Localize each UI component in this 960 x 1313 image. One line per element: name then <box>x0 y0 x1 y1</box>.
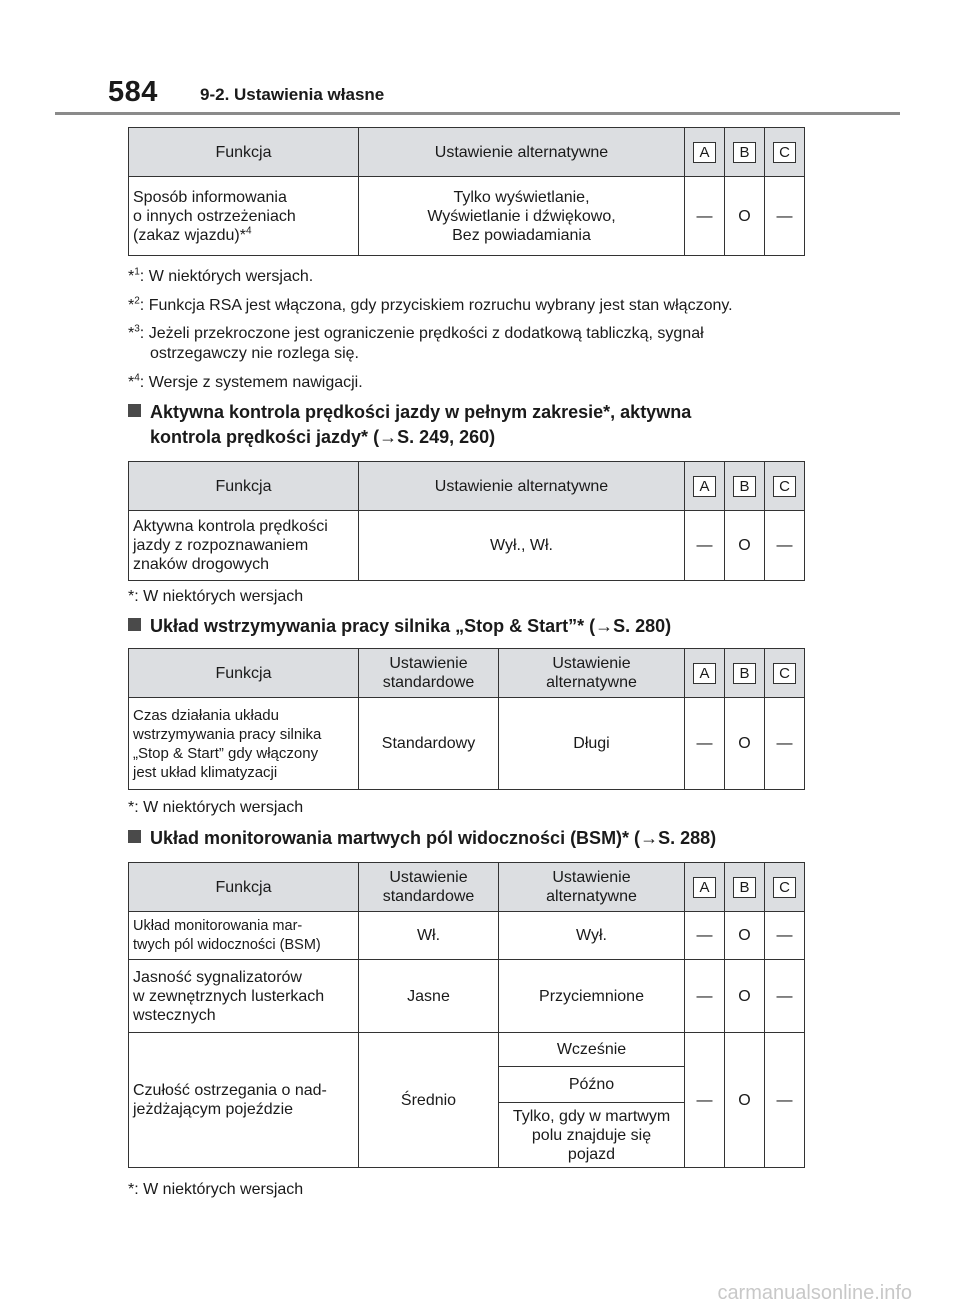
subsection-heading-bsm <box>128 826 828 851</box>
letter-b-box: B <box>733 476 756 497</box>
letter-c-box: C <box>773 663 796 684</box>
footnote-sup: 2 <box>134 295 140 307</box>
footnote-text: : Wersje z systemem nawigacji. <box>139 374 363 391</box>
header-line: standardowe <box>382 888 475 905</box>
func-line: „Stop & Start” gdy włączony <box>133 744 319 762</box>
header-line: alternatywne <box>546 674 637 691</box>
cell-alternative: Przyciemnione <box>499 960 685 1033</box>
footnote-sup: 1 <box>134 266 140 278</box>
alt-line: pojazd <box>567 1145 616 1163</box>
alt-line: polu znajduje się <box>531 1126 652 1144</box>
cell-b: O <box>725 698 765 790</box>
footnote-sup: 4 <box>134 372 140 384</box>
alt-line: Tylko, gdy w martwym <box>512 1107 671 1125</box>
header-line: Ustawienie <box>389 869 468 886</box>
footnote-2 <box>128 296 733 316</box>
header-line: Ustawienie <box>389 655 468 672</box>
cell-standard: Standardowy <box>359 698 499 790</box>
cell-a: — <box>685 912 725 960</box>
header-c <box>765 128 805 177</box>
footnote-text: : Jeżeli przekroczone jest ograniczenie prędkości z dodatkową tabliczką, sygnał <box>139 325 704 342</box>
page-ref-link[interactable]: S. 249, 260) <box>397 427 496 447</box>
cell-b: O <box>725 177 765 256</box>
letter-c-box: C <box>773 476 796 497</box>
header-function: Funkcja <box>129 128 359 177</box>
letter-b-box: B <box>733 663 756 684</box>
func-line: Czas działania układu <box>133 706 279 724</box>
func-line: jazdy z rozpoznawaniem <box>133 537 309 554</box>
func-line: Jasność sygnalizatorów <box>133 968 302 986</box>
table-other-warnings <box>128 127 805 256</box>
header-standard <box>359 863 499 912</box>
header-line: alternatywne <box>546 888 637 905</box>
cell-alternative: Wył. <box>499 912 685 960</box>
func-line: Układ monitorowania mar- <box>133 917 303 934</box>
func-line: Sposób informowania <box>133 188 287 206</box>
footnote-text: : W niektórych wersjach. <box>139 268 314 285</box>
header-alternative <box>499 863 685 912</box>
footnote-ref: 4 <box>245 225 252 237</box>
header-line: Ustawienie <box>552 655 631 672</box>
alt-line: Wyświetlanie i dźwiękowo, <box>427 207 616 225</box>
footnote-mark: * <box>128 297 135 314</box>
letter-a-box: A <box>693 877 716 898</box>
subsection-heading-acc <box>128 400 828 450</box>
func-line: w zewnętrznych lusterkach <box>133 987 325 1005</box>
cell-b: O <box>725 912 765 960</box>
cell-alternative: Wcześnie <box>499 1033 685 1067</box>
letter-c-box: C <box>773 877 796 898</box>
header-line: standardowe <box>382 674 475 691</box>
func-line: Czułość ostrzegania o nad- <box>133 1082 327 1099</box>
letter-a-box: A <box>693 142 716 163</box>
footnote-3 <box>128 324 704 364</box>
heading-text: Układ monitorowania martwych pól widoczności (BSM)* ( <box>150 828 641 848</box>
cell-alternative: Późno <box>499 1067 685 1103</box>
func-line: jeżdżającym pojeździe <box>133 1101 294 1118</box>
footnote-versions: *: W niektórych wersjach <box>128 1181 304 1198</box>
letter-b-box: B <box>733 877 756 898</box>
cell-standard: Jasne <box>359 960 499 1033</box>
cell-function <box>129 511 359 581</box>
footnote-4 <box>128 373 363 393</box>
header-alternative <box>499 649 685 698</box>
letter-b-box: B <box>733 142 756 163</box>
cell-function <box>129 912 359 960</box>
cell-alternative: Długi <box>499 698 685 790</box>
arrow-icon: → <box>379 427 398 447</box>
alt-line: Bez powiadamiania <box>452 226 591 244</box>
arrow-icon: → <box>595 616 614 636</box>
header-function: Funkcja <box>129 462 359 511</box>
cell-alternative <box>499 1103 685 1168</box>
bullet-square-icon <box>128 618 141 631</box>
func-line: wstrzymywania pracy silnika <box>133 725 322 743</box>
heading-text: Aktywna kontrola prędkości jazdy w pełnym zakresie*, aktywna <box>150 402 692 422</box>
header-standard <box>359 649 499 698</box>
cell-a: — <box>685 698 725 790</box>
header-function: Funkcja <box>129 863 359 912</box>
heading-text: kontrola prędkości jazdy* ( <box>150 427 380 447</box>
cell-function <box>129 1033 359 1168</box>
cell-c: — <box>765 698 805 790</box>
func-line: twych pól widoczności (BSM) <box>133 936 321 953</box>
func-line: o innych ostrzeżeniach <box>133 207 296 225</box>
table-stop-start <box>128 648 805 790</box>
cell-a: — <box>685 177 725 256</box>
header-b <box>725 128 765 177</box>
letter-a-box: A <box>693 476 716 497</box>
header-rule <box>55 112 900 115</box>
cell-c: — <box>765 511 805 581</box>
subsection-heading-stop-start <box>128 614 828 639</box>
cell-standard: Wł. <box>359 912 499 960</box>
cell-a: — <box>685 511 725 581</box>
section-title: 9-2. Ustawienia własne <box>200 85 385 104</box>
header-alternative: Ustawienie alternatywne <box>359 462 685 511</box>
footnote-versions: *: W niektórych wersjach <box>128 588 304 605</box>
footnote-sup: 3 <box>134 323 140 335</box>
arrow-icon: → <box>640 828 659 848</box>
cell-standard: Średnio <box>359 1033 499 1168</box>
cell-function <box>129 177 359 256</box>
cell-b: O <box>725 1033 765 1168</box>
cell-alternative <box>359 177 685 256</box>
cell-b: O <box>725 960 765 1033</box>
letter-c-box: C <box>773 142 796 163</box>
watermark-text: carmanualsonline.info <box>717 1282 912 1304</box>
func-line: znaków drogowych <box>133 556 270 573</box>
footnote-mark: * <box>128 268 135 285</box>
bullet-square-icon <box>128 830 141 843</box>
cell-c: — <box>765 177 805 256</box>
page-ref-link[interactable]: S. 280) <box>613 616 672 636</box>
cell-function <box>129 698 359 790</box>
table-bsm <box>128 862 805 1168</box>
heading-text: Układ wstrzymywania pracy silnika „Stop & Start”* ( <box>150 616 596 636</box>
cell-b: O <box>725 511 765 581</box>
cell-a: — <box>685 960 725 1033</box>
func-line: (zakaz wjazdu)* <box>133 226 246 244</box>
cell-alternative: Wył., Wł. <box>359 511 685 581</box>
header-line: Ustawienie <box>552 869 631 886</box>
page-ref-link[interactable]: S. 288) <box>658 828 717 848</box>
header-function: Funkcja <box>129 649 359 698</box>
cell-c: — <box>765 1033 805 1168</box>
func-line: wstecznych <box>133 1006 216 1024</box>
footnote-1 <box>128 267 313 287</box>
table-acc <box>128 461 805 581</box>
letter-a-box: A <box>693 663 716 684</box>
cell-c: — <box>765 960 805 1033</box>
footnote-text: ostrzegawczy nie rozlega się. <box>150 345 359 362</box>
func-line: jest układ klimatyzacji <box>133 763 278 781</box>
footnote-versions: *: W niektórych wersjach <box>128 799 304 816</box>
footnote-mark: * <box>128 325 135 342</box>
bullet-square-icon <box>128 404 141 417</box>
header-a <box>685 128 725 177</box>
footnote-mark: * <box>128 374 135 391</box>
cell-a: — <box>685 1033 725 1168</box>
header-alternative: Ustawienie alternatywne <box>359 128 685 177</box>
page-number: 584 <box>108 76 158 108</box>
footnote-text: : Funkcja RSA jest włączona, gdy przyciskiem rozruchu wybrany jest stan włączony. <box>139 297 733 314</box>
cell-c: — <box>765 912 805 960</box>
alt-line: Tylko wyświetlanie, <box>453 188 590 206</box>
cell-function <box>129 960 359 1033</box>
func-line: Aktywna kontrola prędkości <box>133 518 328 535</box>
